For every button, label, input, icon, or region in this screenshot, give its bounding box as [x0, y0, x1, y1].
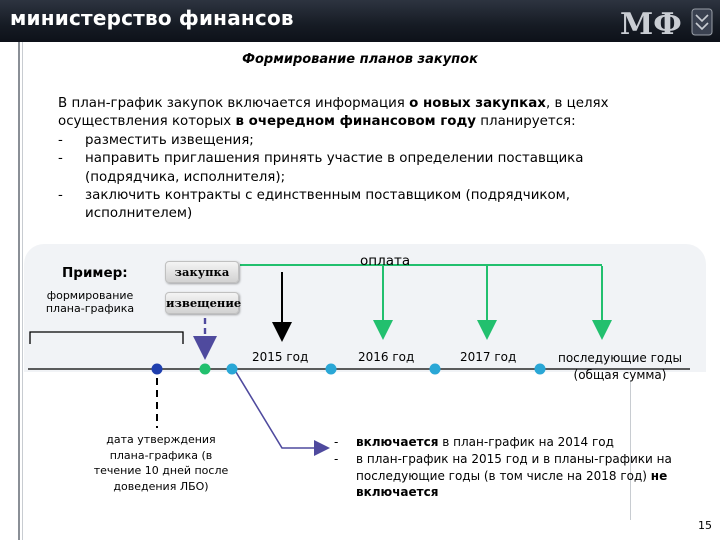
note-item: - в план-график на 2015 год и в планы-графики на последующие годы (в том числе на 2018 год) не включается [334, 451, 672, 500]
body-line: осуществления которых в очередном финансовом году планируется: [58, 114, 576, 130]
approval-date-caption: дата утверждения плана-графика (в течение 10 дней после доведения ЛБО) [93, 433, 229, 493]
list-item-continued: исполнителем) [85, 206, 193, 222]
header-title: министерство финансов [10, 6, 294, 30]
logo-text: МФ [620, 7, 682, 41]
year-2016-dot [326, 364, 337, 375]
year-label-2016: 2016 год [358, 350, 415, 364]
note-dash: - [334, 451, 339, 466]
list-dash: - [58, 151, 63, 167]
year-label-2015: 2015 год [252, 350, 309, 364]
emphasis-new-purchases: о новых закупках [409, 96, 546, 111]
notice-tag: извещение [165, 292, 239, 314]
list-item: - направить приглашения принять участие в определении поставщика [58, 150, 658, 168]
list-dash: - [58, 132, 63, 148]
year-start-dot [227, 364, 238, 375]
example-subtitle: формирование плана-графика [45, 289, 135, 315]
year-label-2017: 2017 год [460, 350, 517, 364]
note-not-included: не включается [356, 468, 668, 500]
period-bracket [30, 332, 183, 344]
emphasis-next-year: в очередном финансовом году [235, 114, 476, 130]
payment-label: оплата [360, 253, 411, 269]
body-line: В план-график закупок включается информация о новых закупках, в целях [58, 96, 609, 111]
approval-date-dot [152, 364, 163, 375]
slide-title: Формирование планов закупок [242, 52, 478, 67]
note-dash: - [334, 435, 339, 449]
year-2017-dot [430, 364, 441, 375]
note-arrow [236, 372, 322, 448]
page-number: 15 [698, 519, 712, 532]
note-list [334, 434, 684, 501]
note-included: включается [356, 435, 439, 449]
list-item: - разместить извещения; [58, 132, 658, 150]
note-item: - включается в план-график на 2014 год [334, 435, 614, 449]
year-next-dot [535, 364, 546, 375]
list-dash: - [58, 188, 63, 204]
purchase-tag: закупка [165, 261, 239, 283]
notice-date-dot [200, 364, 211, 375]
example-label: Пример: [62, 265, 128, 281]
list-item: - заключить контракты с единственным поставщиком (подрядчиком, [58, 187, 658, 205]
list-item-continued: (подрядчика, исполнителя); [85, 169, 286, 185]
year-label-next: последующие годы (общая сумма) [557, 351, 683, 382]
